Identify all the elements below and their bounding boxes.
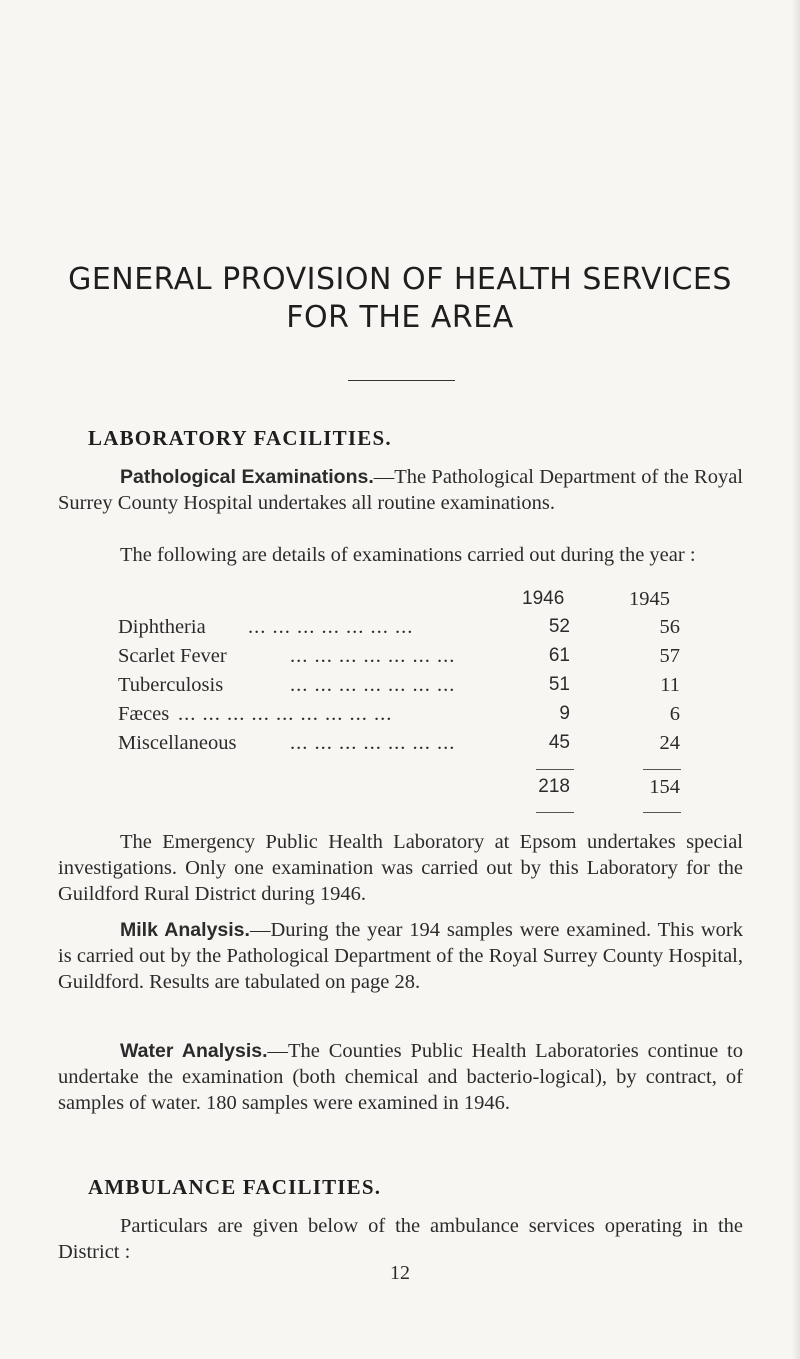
examinations-intro (58, 542, 743, 568)
double-rule-1945 (643, 812, 681, 813)
column-header-1946: 1946 (522, 588, 565, 609)
pathological-lead: Pathological Examinations. (120, 466, 374, 488)
lab-section-title: LABORATORY FACILITIES. (88, 426, 392, 450)
milk-paragraph (58, 917, 743, 995)
row-label: Scarlet Fever (118, 645, 227, 667)
examinations-intro-text: The following are details of examinations carried out during the year : (120, 544, 696, 566)
pathological-paragraph (58, 464, 743, 516)
pathological-text: —The Pathological Department of the Royal Surrey County Hospital undertakes all routine examinations. (58, 466, 743, 514)
column-header-1945: 1945 (629, 588, 670, 610)
water-paragraph (58, 1038, 743, 1116)
milk-lead: Milk Analysis. (120, 919, 250, 941)
emergency-text: The Emergency Public Health Laboratory at Epsom undertakes special investigations. Only one examination was carried out by this Laboratory for the Guildford Rural District during 1946. (58, 831, 743, 905)
water-lead: Water Analysis. (120, 1040, 268, 1062)
row-label: Miscellaneous (118, 732, 237, 754)
table-row (0, 703, 800, 731)
value-1946: 51 (548, 674, 570, 695)
leader-dots: ... ... ... ... ... ... ... (290, 674, 456, 696)
row-label: Fæces (118, 703, 170, 725)
value-1945: 11 (660, 674, 680, 696)
row-label: Diphtheria (118, 616, 206, 638)
value-1946: 52 (548, 616, 570, 637)
total-1945: 154 (649, 776, 680, 798)
value-1945: 6 (669, 703, 680, 725)
leader-dots: ... ... ... ... ... ... ... (290, 732, 456, 754)
total-1946: 218 (538, 776, 570, 797)
page-number: 12 (390, 1262, 410, 1284)
milk-text: —During the year 194 samples were examined. This work is carried out by the Pathological Department of the Royal Surrey County Hospital, Guildford. Results are tabulated on page 28. (58, 919, 743, 993)
page-edge-shadow (792, 0, 800, 1359)
value-1945: 57 (659, 645, 680, 667)
heading-divider (348, 380, 455, 381)
double-rule-1946 (536, 812, 574, 813)
water-text: —The Counties Public Health Laboratories continue to undertake the examination (both chemical and bacterio-logical), by contract, of samples of water. 180 samples were examined in 1946. (58, 1040, 743, 1114)
value-1945: 56 (659, 616, 680, 638)
ambulance-text: Particulars are given below of the ambulance services operating in the District : (58, 1215, 743, 1263)
ambulance-paragraph (58, 1213, 743, 1265)
value-1945: 24 (659, 732, 680, 754)
page-heading-line1: GENERAL PROVISION OF HEALTH SERVICES (68, 262, 732, 297)
page-heading-line2: FOR THE AREA (286, 300, 514, 335)
value-1946: 61 (548, 645, 570, 666)
table-row (0, 616, 800, 644)
total-rule-1946 (536, 769, 574, 770)
table-row (0, 732, 800, 760)
row-label: Tuberculosis (118, 674, 224, 696)
leader-dots: ... ... ... ... ... ... ... (290, 645, 456, 667)
ambulance-section-title: AMBULANCE FACILITIES. (88, 1175, 382, 1199)
value-1946: 9 (559, 703, 570, 724)
table-row (0, 645, 800, 673)
table-row (0, 674, 800, 702)
value-1946: 45 (548, 732, 570, 753)
totals-row (0, 776, 800, 804)
leader-dots: ... ... ... ... ... ... ... (248, 616, 414, 638)
total-rule-1945 (643, 769, 681, 770)
emergency-paragraph (58, 829, 743, 907)
leader-dots: ... ... ... ... ... ... ... ... ... (178, 703, 393, 725)
